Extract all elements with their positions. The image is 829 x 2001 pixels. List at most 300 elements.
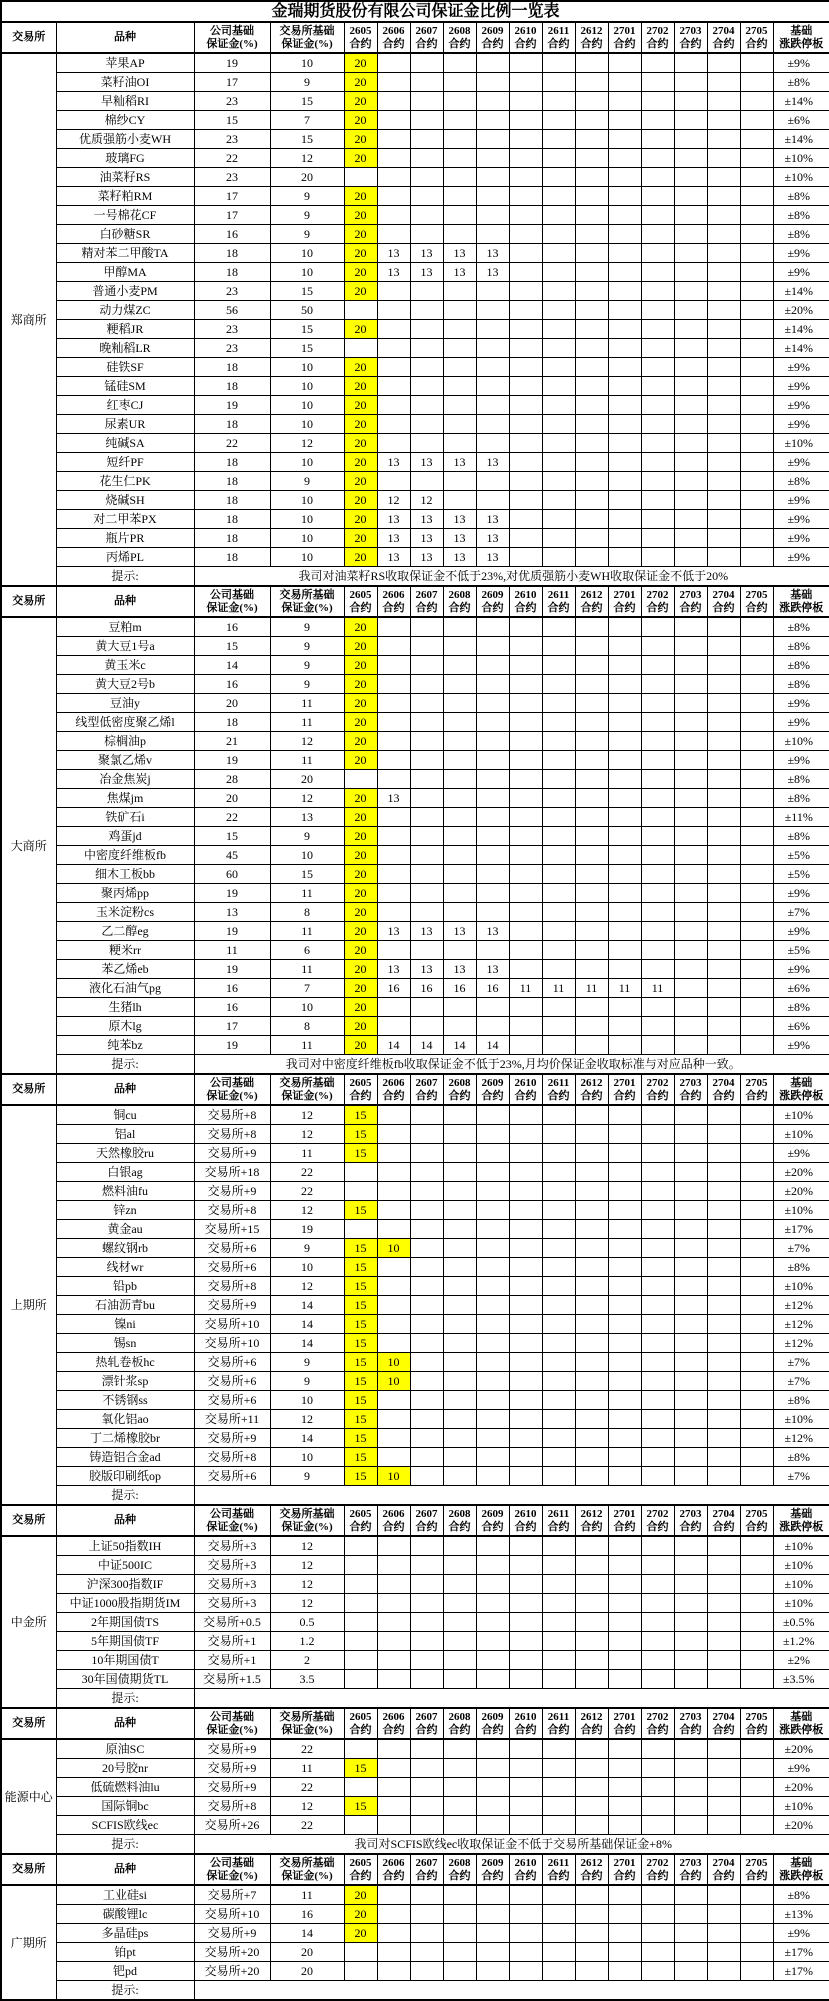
contract-margin-cell [443,92,476,111]
contract-margin-cell [377,1105,410,1125]
product-cell: 红枣CJ [56,396,194,415]
contract-margin-cell [674,1017,707,1036]
contract-margin-cell [608,358,641,377]
contract-margin-cell [377,1885,410,1905]
contract-margin-cell [509,903,542,922]
contract-margin-cell [641,732,674,751]
header-line: 合约 [576,1724,608,1737]
contract-margin-cell [377,149,410,168]
contract-margin-cell [377,1277,410,1296]
price-limit-cell: ±10% [773,149,829,168]
contract-margin-cell [509,1296,542,1315]
product-cell: 不锈钢ss [56,1391,194,1410]
contract-margin-cell [542,1651,575,1670]
contract-margin-cell [476,884,509,903]
contract-margin-cell [344,1182,377,1201]
price-limit-cell: ±12% [773,1334,829,1353]
contract-margin-cell [542,1296,575,1315]
col-header-contract-2703 [674,1074,707,1105]
contract-margin-cell [740,1594,773,1613]
contract-margin-cell [509,358,542,377]
contract-margin-cell [740,1670,773,1689]
contract-margin-cell [575,1651,608,1670]
contract-margin-cell [476,53,509,73]
contract-margin-cell [707,1163,740,1182]
price-limit-cell: ±9% [773,1924,829,1943]
contract-margin-cell [509,73,542,92]
contract-margin-cell [476,770,509,789]
product-row [1,1220,829,1239]
contract-margin-cell [740,713,773,732]
header-line: 合约 [576,38,608,51]
product-row [1,694,829,713]
contract-margin-cell [575,1220,608,1239]
contract-margin-cell [707,1594,740,1613]
contract-margin-cell: 11 [641,979,674,998]
contract-margin-cell [377,656,410,675]
contract-margin-cell [377,1613,410,1632]
header-line: 基础 [774,1857,829,1870]
product-cell: 聚氯乙烯v [56,751,194,770]
contract-margin-cell [509,637,542,656]
contract-margin-cell [608,884,641,903]
product-row [1,206,829,225]
contract-margin-cell [476,903,509,922]
product-row [1,434,829,453]
header-line: 2611 [543,25,575,38]
price-limit-cell: ±10% [773,1277,829,1296]
company-margin-cell: 交易所+0.5 [194,1613,270,1632]
product-row [1,320,829,339]
header-line: 合约 [510,1724,542,1737]
contract-margin-cell [443,111,476,130]
contract-margin-cell: 20 [344,92,377,111]
contract-margin-cell [509,1536,542,1556]
header-line: 2701 [609,1508,641,1521]
contract-margin-cell [707,1277,740,1296]
contract-margin-cell: 20 [344,1017,377,1036]
section-header-row [1,1505,829,1536]
contract-margin-cell [410,1943,443,1962]
contract-margin-cell: 20 [344,263,377,282]
contract-margin-cell [542,377,575,396]
contract-margin-cell [641,960,674,979]
header-line: 合约 [576,1870,608,1883]
header-line: 合约 [741,1521,773,1534]
header-line: 合约 [345,602,377,615]
contract-margin-cell [476,1144,509,1163]
tip-label-cell: 提示: [56,1981,194,2001]
contract-margin-cell: 13 [443,510,476,529]
col-header-contract-2607 [410,1074,443,1105]
header-line: 2701 [609,25,641,38]
contract-margin-cell [740,206,773,225]
tip-label-cell: 提示: [56,1055,194,1075]
contract-margin-cell [641,1296,674,1315]
col-header-contract-2702 [641,22,674,53]
contract-margin-cell: 20 [344,396,377,415]
company-margin-cell: 19 [194,884,270,903]
contract-margin-cell [740,1816,773,1835]
contract-margin-cell [707,732,740,751]
contract-margin-cell [344,1536,377,1556]
header-line: 2605 [345,25,377,38]
contract-margin-cell [707,1759,740,1778]
contract-margin-cell: 20 [344,53,377,73]
header-line: 2612 [576,1077,608,1090]
tip-label-cell: 提示: [56,567,194,587]
contract-margin-cell [410,206,443,225]
company-margin-cell: 23 [194,130,270,149]
contract-margin-cell [410,884,443,903]
header-line: 公司基础 [195,1508,270,1521]
contract-margin-cell [740,1163,773,1182]
contract-margin-cell [674,92,707,111]
contract-margin-cell [707,1239,740,1258]
contract-margin-cell [707,244,740,263]
contract-margin-cell [410,1816,443,1835]
contract-margin-cell [707,922,740,941]
exchange-margin-cell: 10 [270,998,344,1017]
contract-margin-cell [377,1759,410,1778]
contract-margin-cell [641,846,674,865]
contract-margin-cell [509,453,542,472]
contract-margin-cell [575,1125,608,1144]
contract-margin-cell [608,617,641,637]
exchange-margin-cell: 22 [270,1163,344,1182]
contract-margin-cell: 20 [344,694,377,713]
exchange-margin-cell: 11 [270,751,344,770]
contract-margin-cell [542,301,575,320]
contract-margin-cell: 20 [344,282,377,301]
header-line: 合约 [378,1724,410,1737]
contract-margin-cell [476,111,509,130]
price-limit-cell: ±12% [773,1315,829,1334]
product-row [1,1670,829,1689]
contract-margin-cell [674,1163,707,1182]
col-header-exchange: 交易所 [1,1074,56,1105]
contract-margin-cell [377,1739,410,1759]
contract-margin-cell [740,1778,773,1797]
contract-margin-cell [740,510,773,529]
contract-margin-cell [476,1315,509,1334]
contract-margin-cell [707,377,740,396]
price-limit-cell: ±9% [773,960,829,979]
exchange-margin-cell: 15 [270,320,344,339]
contract-margin-cell [608,225,641,244]
product-cell: 棉纱CY [56,111,194,130]
contract-margin-cell [707,1105,740,1125]
contract-margin-cell [641,1613,674,1632]
contract-margin-cell [641,111,674,130]
exchange-margin-cell: 15 [270,130,344,149]
contract-margin-cell [575,263,608,282]
product-row [1,1036,829,1055]
price-limit-cell: ±7% [773,1239,829,1258]
contract-margin-cell: 13 [377,244,410,263]
contract-margin-cell [707,1613,740,1632]
contract-margin-cell: 13 [443,263,476,282]
product-row [1,1372,829,1391]
contract-margin-cell [608,1797,641,1816]
contract-margin-cell [608,713,641,732]
header-line: 交易所基础 [271,589,344,602]
header-line: 合约 [708,1521,740,1534]
contract-margin-cell: 13 [476,510,509,529]
contract-margin-cell [575,1613,608,1632]
contract-margin-cell [443,1632,476,1651]
contract-margin-cell [707,396,740,415]
exchange-name-cell: 中金所 [1,1536,56,1708]
contract-margin-cell [707,751,740,770]
contract-margin-cell [542,1334,575,1353]
contract-margin-cell [542,884,575,903]
product-cell: 棕榈油p [56,732,194,751]
col-header-exchange-margin [270,1074,344,1105]
contract-margin-cell [707,903,740,922]
product-cell: 螺纹钢rb [56,1239,194,1258]
contract-margin-cell [674,656,707,675]
contract-margin-cell [542,320,575,339]
contract-margin-cell [410,1315,443,1334]
col-header-contract-2610 [509,586,542,617]
header-line: 合约 [345,1521,377,1534]
product-row [1,1277,829,1296]
contract-margin-cell [542,149,575,168]
contract-margin-cell [707,979,740,998]
col-header-contract-2611 [542,1074,575,1105]
title-row [1,1,829,22]
price-limit-cell: ±20% [773,1163,829,1182]
contract-margin-cell [377,751,410,770]
contract-margin-cell [707,1353,740,1372]
contract-margin-cell: 15 [344,1353,377,1372]
product-cell: 原木lg [56,1017,194,1036]
contract-margin-cell [344,1613,377,1632]
contract-margin-cell [509,770,542,789]
product-row [1,617,829,637]
contract-margin-cell [674,941,707,960]
contract-margin-cell [509,1372,542,1391]
company-margin-cell: 19 [194,396,270,415]
contract-margin-cell [410,187,443,206]
contract-margin-cell [476,732,509,751]
product-row [1,1739,829,1759]
contract-margin-cell [410,358,443,377]
col-header-contract-2609 [476,1074,509,1105]
header-line: 2610 [510,589,542,602]
contract-margin-cell [476,1017,509,1036]
contract-margin-cell [377,1410,410,1429]
contract-margin-cell [707,827,740,846]
contract-margin-cell [608,396,641,415]
contract-margin-cell [542,713,575,732]
col-header-contract-2608 [443,1074,476,1105]
contract-margin-cell [575,1594,608,1613]
price-limit-cell: ±7% [773,1353,829,1372]
exchange-margin-cell: 11 [270,1144,344,1163]
contract-margin-cell [509,187,542,206]
contract-margin-cell: 20 [344,415,377,434]
contract-margin-cell [575,244,608,263]
col-header-contract-2612 [575,1708,608,1739]
contract-margin-cell [575,529,608,548]
contract-margin-cell [509,396,542,415]
product-cell: 热轧卷板hc [56,1353,194,1372]
contract-margin-cell [641,1201,674,1220]
header-line: 交易所基础 [271,1711,344,1724]
exchange-margin-cell: 12 [270,1556,344,1575]
contract-margin-cell [542,548,575,567]
contract-margin-cell: 16 [377,979,410,998]
col-header-contract-2611 [542,1854,575,1885]
header-line: 保证金(%) [271,1090,344,1103]
contract-margin-cell [344,1943,377,1962]
contract-margin-cell [608,1885,641,1905]
product-cell: 烧碱SH [56,491,194,510]
contract-margin-cell: 14 [410,1036,443,1055]
header-line: 2607 [411,589,443,602]
contract-margin-cell [740,1759,773,1778]
contract-margin-cell [674,1924,707,1943]
contract-margin-cell [575,1778,608,1797]
exchange-margin-cell: 9 [270,617,344,637]
exchange-margin-cell: 9 [270,187,344,206]
contract-margin-cell [377,1778,410,1797]
header-line: 合约 [642,1521,674,1534]
contract-margin-cell [509,1797,542,1816]
contract-margin-cell [476,301,509,320]
contract-margin-cell [542,1220,575,1239]
contract-margin-cell [740,225,773,244]
contract-margin-cell: 20 [344,548,377,567]
header-line: 合约 [576,1521,608,1534]
contract-margin-cell [674,998,707,1017]
header-line: 公司基础 [195,589,270,602]
product-row [1,979,829,998]
contract-margin-cell [509,1651,542,1670]
contract-margin-cell [377,1632,410,1651]
contract-margin-cell [608,1258,641,1277]
product-row [1,92,829,111]
product-cell: 10年期国债T [56,1651,194,1670]
contract-margin-cell [674,1467,707,1486]
contract-margin-cell [542,1905,575,1924]
price-limit-cell: ±8% [773,73,829,92]
header-line: 合约 [378,1870,410,1883]
tip-row [1,567,829,587]
contract-margin-cell [509,1670,542,1689]
contract-margin-cell [608,1105,641,1125]
header-line: 合约 [642,602,674,615]
contract-margin-cell [410,1670,443,1689]
contract-margin-cell [641,617,674,637]
contract-margin-cell [542,1739,575,1759]
product-cell: 玉米淀粉cs [56,903,194,922]
price-limit-cell: ±10% [773,1125,829,1144]
product-row [1,998,829,1017]
contract-margin-cell [641,1943,674,1962]
contract-margin-cell [344,1220,377,1239]
contract-margin-cell [443,1391,476,1410]
contract-margin-cell [476,187,509,206]
exchange-margin-cell: 10 [270,510,344,529]
contract-margin-cell [641,694,674,713]
product-row [1,453,829,472]
contract-margin-cell [476,1467,509,1486]
col-header-contract-2703 [674,22,707,53]
contract-margin-cell [509,675,542,694]
contract-margin-cell [476,1163,509,1182]
col-header-exchange: 交易所 [1,1505,56,1536]
header-line: 2605 [345,1711,377,1724]
header-line: 2607 [411,1508,443,1521]
contract-margin-cell [377,1943,410,1962]
contract-margin-cell [542,1105,575,1125]
product-cell: 20号胶nr [56,1759,194,1778]
exchange-margin-cell: 12 [270,789,344,808]
header-line: 2608 [444,1077,476,1090]
product-cell: 鸡蛋jd [56,827,194,846]
contract-margin-cell [707,808,740,827]
contract-margin-cell [509,1778,542,1797]
contract-margin-cell [641,998,674,1017]
contract-margin-cell [476,282,509,301]
contract-margin-cell [476,1429,509,1448]
contract-margin-cell [641,1759,674,1778]
company-margin-cell: 18 [194,548,270,567]
page-title: 金瑞期货股份有限公司保证金比例一览表 [1,1,829,22]
exchange-margin-cell: 9 [270,1372,344,1391]
contract-margin-cell [575,751,608,770]
contract-margin-cell [740,637,773,656]
contract-margin-cell [542,168,575,187]
product-cell: 钯pd [56,1962,194,1981]
contract-margin-cell [476,1670,509,1689]
contract-margin-cell [707,53,740,73]
contract-margin-cell [575,1353,608,1372]
contract-margin-cell [542,694,575,713]
price-limit-cell: ±8% [773,637,829,656]
header-line: 基础 [774,1711,829,1724]
contract-margin-cell [641,1372,674,1391]
col-header-contract-2703 [674,1708,707,1739]
contract-margin-cell [575,548,608,567]
contract-margin-cell [476,1575,509,1594]
product-cell: 工业硅si [56,1885,194,1905]
col-header-contract-2704 [707,586,740,617]
price-limit-cell: ±12% [773,1429,829,1448]
contract-margin-cell [509,1575,542,1594]
contract-margin-cell [740,1144,773,1163]
product-row [1,903,829,922]
product-cell: 碳酸锂lc [56,1905,194,1924]
contract-margin-cell [443,884,476,903]
contract-margin-cell [707,694,740,713]
contract-margin-cell [476,358,509,377]
contract-margin-cell [674,922,707,941]
contract-margin-cell [674,751,707,770]
contract-margin-cell [443,865,476,884]
contract-margin-cell [740,1885,773,1905]
contract-margin-cell: 13 [377,529,410,548]
contract-margin-cell [707,884,740,903]
product-cell: 晚籼稻LR [56,339,194,358]
col-header-contract-2608 [443,1854,476,1885]
contract-margin-cell: 13 [443,453,476,472]
col-header-contract-2608 [443,1708,476,1739]
tip-text-cell [194,1981,829,2001]
